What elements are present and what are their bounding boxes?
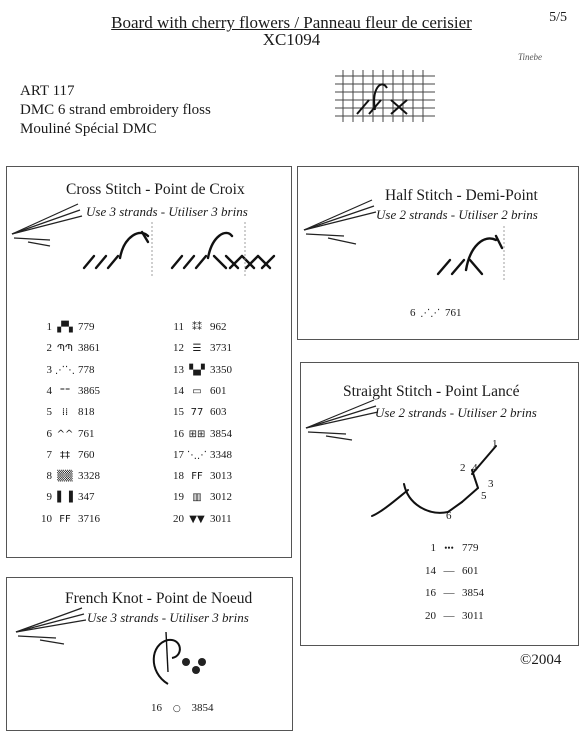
legend-row bbox=[162, 448, 232, 462]
signature: Tinebe bbox=[518, 52, 542, 62]
color-number: 8 bbox=[46, 470, 52, 483]
legend-row bbox=[162, 427, 232, 441]
canvas-grid-icon bbox=[335, 70, 435, 126]
legend-row bbox=[30, 405, 95, 419]
dmc-code: 3011 bbox=[210, 512, 232, 525]
dmc-code: 3011 bbox=[462, 609, 484, 622]
floss-line-2: Mouliné Spécial DMC bbox=[20, 121, 157, 137]
legend-row bbox=[162, 384, 227, 398]
stitch-symbol: ⋱⋰ bbox=[187, 449, 207, 461]
color-number: 16 bbox=[173, 427, 184, 440]
line-symbol: — bbox=[443, 587, 455, 599]
color-number: 2 bbox=[46, 342, 52, 355]
stitch-symbol: FF bbox=[191, 471, 203, 483]
needle-icon bbox=[300, 200, 380, 248]
color-number: 20 bbox=[173, 512, 184, 525]
french-knot-legend bbox=[151, 702, 214, 714]
color-number: 7 bbox=[46, 448, 52, 461]
color-number: 5 bbox=[46, 406, 52, 419]
half-stitch-diagram bbox=[430, 226, 530, 282]
dmc-code: 760 bbox=[78, 448, 95, 461]
dmc-code: 603 bbox=[210, 406, 227, 419]
half-stitch-title: Half Stitch - Demi-Point bbox=[385, 187, 538, 204]
straight-stitch-label: 6 bbox=[446, 510, 452, 522]
dmc-code: 3854 bbox=[462, 587, 484, 599]
legend-row bbox=[414, 565, 479, 577]
straight-stitch-diagram bbox=[368, 440, 508, 530]
dmc-code: 3865 bbox=[78, 384, 100, 397]
half-stitch-symbol: ⋰⋰ bbox=[420, 308, 441, 319]
legend-row bbox=[162, 363, 232, 377]
straight-stitch-label: 5 bbox=[481, 490, 487, 502]
color-number: 19 bbox=[173, 491, 184, 504]
legend-row bbox=[162, 341, 232, 355]
color-number: 14 bbox=[173, 384, 184, 397]
straight-stitch-label: 1 bbox=[492, 438, 498, 450]
stitch-symbol: ՊՊ bbox=[56, 343, 73, 355]
color-number: 12 bbox=[173, 342, 184, 355]
french-knot-subtitle: Use 3 strands - Utiliser 3 brins bbox=[87, 610, 249, 625]
cross-stitch-title: Cross Stitch - Point de Croix bbox=[66, 181, 245, 198]
line-symbol: — bbox=[443, 609, 455, 622]
stitch-symbol: ▭ bbox=[192, 385, 202, 397]
legend-row bbox=[414, 610, 484, 622]
color-number: 18 bbox=[173, 470, 184, 483]
stitch-symbol: ▚▞ bbox=[189, 364, 205, 376]
dmc-code: 779 bbox=[78, 321, 95, 333]
dmc-code: 779 bbox=[462, 542, 479, 554]
straight-stitch-title: Straight Stitch - Point Lancé bbox=[343, 383, 520, 400]
legend-row bbox=[30, 363, 95, 377]
legend-row bbox=[162, 512, 232, 526]
stitch-symbol: ⁼⁼ bbox=[59, 385, 71, 397]
stitch-symbol: ‡‡ bbox=[60, 449, 70, 461]
cross-stitch-subtitle: Use 3 strands - Utiliser 3 brins bbox=[86, 204, 248, 219]
straight-stitch-label: 3 bbox=[488, 478, 494, 490]
needle-icon bbox=[12, 608, 92, 648]
legend-row bbox=[30, 341, 100, 355]
dmc-code: 3012 bbox=[210, 491, 232, 504]
stitch-symbol: ▥ bbox=[192, 492, 202, 504]
needle-icon bbox=[302, 400, 382, 444]
straight-stitch-label: 4 bbox=[472, 462, 478, 474]
color-number: 1 bbox=[46, 321, 52, 333]
legend-row bbox=[30, 384, 100, 398]
stitch-symbol: ▌▐ bbox=[57, 492, 73, 504]
half-stitch-legend bbox=[410, 307, 462, 319]
color-number: 17 bbox=[173, 448, 184, 461]
dmc-code: 3013 bbox=[210, 470, 232, 483]
color-number: 20 bbox=[425, 609, 436, 622]
legend-row bbox=[30, 490, 95, 504]
color-number: 16 bbox=[425, 587, 436, 599]
dmc-code: 3348 bbox=[210, 448, 232, 461]
stitch-symbol: ▒▒ bbox=[57, 471, 73, 483]
legend-row bbox=[30, 320, 95, 334]
copyright: ©2004 bbox=[520, 652, 562, 668]
stitch-symbol: ⁑⁑ bbox=[192, 322, 202, 333]
stitch-symbol: ^^ bbox=[56, 428, 74, 440]
stitch-symbol: ▼▼ bbox=[189, 513, 205, 525]
legend-row bbox=[162, 405, 227, 419]
legend-row bbox=[30, 448, 95, 462]
dmc-code: 3861 bbox=[78, 342, 100, 355]
french-knot-title: French Knot - Point de Noeud bbox=[65, 590, 253, 607]
dmc-code: 601 bbox=[210, 384, 227, 397]
color-number: 13 bbox=[173, 363, 184, 376]
document-title bbox=[0, 14, 583, 48]
floss-info bbox=[20, 82, 211, 139]
color-number: 9 bbox=[46, 491, 52, 504]
legend-row bbox=[414, 587, 484, 599]
dmc-code: 3350 bbox=[210, 363, 232, 376]
half-stitch-code: 761 bbox=[445, 307, 462, 319]
floss-line-1: DMC 6 strand embroidery floss bbox=[20, 102, 211, 118]
stitch-symbol: FF bbox=[59, 513, 71, 525]
french-knot-diagram bbox=[144, 632, 214, 690]
french-knot-code: 3854 bbox=[191, 702, 214, 714]
half-stitch-subtitle: Use 2 strands - Utiliser 2 brins bbox=[376, 207, 538, 222]
stitch-symbol: ⊞⊞ bbox=[188, 428, 206, 440]
color-number: 1 bbox=[430, 542, 436, 554]
stitch-symbol: ⁞⁞ bbox=[61, 407, 69, 419]
line-symbol: — bbox=[443, 564, 455, 577]
dmc-code: 818 bbox=[78, 406, 95, 419]
color-number: 10 bbox=[41, 512, 52, 525]
dmc-code: 3328 bbox=[78, 470, 100, 483]
stitch-symbol: ☰ bbox=[192, 343, 202, 355]
dmc-code: 347 bbox=[78, 491, 95, 504]
dmc-code: 962 bbox=[210, 321, 227, 333]
dmc-code: 778 bbox=[78, 363, 95, 376]
legend-row bbox=[162, 469, 232, 483]
dmc-code: 601 bbox=[462, 564, 479, 577]
color-number: 14 bbox=[425, 564, 436, 577]
legend-row bbox=[30, 512, 100, 526]
half-stitch-num: 6 bbox=[410, 307, 416, 319]
design-code: XC1094 bbox=[262, 30, 321, 49]
stitch-symbol: ⋰⋱ bbox=[55, 364, 75, 376]
color-number: 3 bbox=[46, 363, 52, 376]
dmc-code: 3716 bbox=[78, 512, 100, 525]
color-number: 11 bbox=[173, 321, 184, 333]
legend-row bbox=[30, 469, 100, 483]
stitch-symbol: ▞▚ bbox=[57, 322, 73, 333]
color-number: 4 bbox=[46, 384, 52, 397]
page-number: 5/5 bbox=[549, 10, 567, 25]
stitch-symbol: 77 bbox=[190, 407, 204, 419]
straight-stitch-subtitle: Use 2 strands - Utiliser 2 brins bbox=[375, 405, 537, 420]
line-symbol: ••• bbox=[444, 543, 454, 553]
french-knot-symbol: ○ bbox=[172, 704, 181, 714]
dmc-code: 3854 bbox=[210, 427, 232, 440]
french-knot-num: 16 bbox=[151, 702, 162, 714]
cross-stitch-diagram bbox=[80, 222, 280, 282]
color-number: 6 bbox=[46, 427, 52, 440]
dmc-code: 3731 bbox=[210, 342, 232, 355]
legend-row bbox=[162, 490, 232, 504]
straight-stitch-label: 2 bbox=[460, 462, 466, 474]
title-line: Board with cherry flowers / Panneau fleur de cerisier bbox=[111, 13, 472, 32]
color-number: 15 bbox=[173, 406, 184, 419]
legend-row bbox=[30, 427, 95, 441]
needle-icon bbox=[8, 200, 88, 248]
art-number: ART 117 bbox=[20, 83, 75, 99]
legend-row bbox=[162, 320, 227, 334]
legend-row bbox=[414, 542, 479, 554]
dmc-code: 761 bbox=[78, 427, 95, 440]
